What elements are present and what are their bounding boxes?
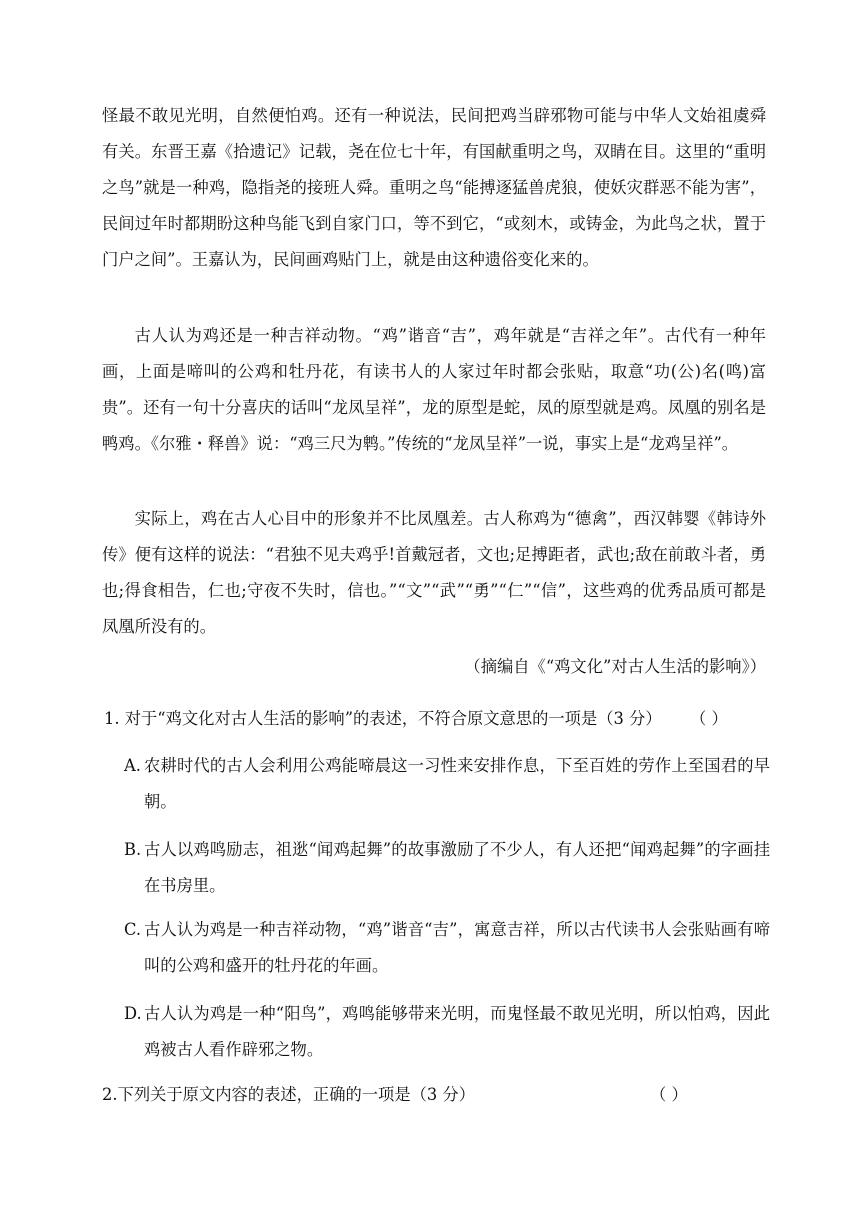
question-1-option-b (124, 832, 770, 904)
question-1-option-a (124, 748, 770, 820)
option-letter: B. (124, 840, 142, 859)
question-1-stem (104, 701, 770, 737)
passage-paragraph-3: 实际上，鸡在古人心目中的形象并不比凤凰差。古人称鸡为“德禽”，西汉韩婴《韩诗外传》便有这样的说法：“君独不见夫鸡乎!首戴冠者，文也;足搏距者，武也;敌在前敢斗者，勇也;得食相告，仁也;守夜不失时，信也。”“文”“武”“勇”“仁”“信”，这些鸡的优秀品质可都是凤凰所没有的。 (102, 509, 766, 636)
option-letter: C. (124, 920, 142, 939)
question-1-text: 1. 对于“鸡文化对古人生活的影响”的表述，不符合原文意思的一项是（3 分） (104, 709, 662, 728)
question-2-stem (102, 1077, 768, 1113)
passage-paragraph-1: 怪最不敢见光明，自然便怕鸡。还有一种说法，民间把鸡当辟邪物可能与中华人文始祖虞舜有关。东晋王嘉《拾遗记》记载，尧在位七十年，有国献重明之鸟，双睛在目。这里的“重明之鸟”就是一种鸡，隐指尧的接班人舜。重明之鸟“能搏逐猛兽虎狼，使妖灾群恶不能为害”，民间过年时都期盼这种鸟能飞到自家门口，等不到它，“或刻木，或铸金，为此鸟之状，置于门户之间”。王嘉认为，民间画鸡贴门上，就是由这种遗俗变化来的。 (102, 106, 766, 269)
option-text: 古人认为鸡是一种吉祥动物，“鸡”谐音“吉”，寓意吉祥，所以古代读书人会张贴画有啼叫的公鸡和盛开的牡丹花的年画。 (144, 920, 770, 975)
question-1-option-c (124, 912, 770, 984)
question-1-option-d (124, 996, 770, 1068)
question-2-answer-paren: （ ） (650, 1085, 688, 1104)
option-text: 古人以鸡鸣励志，祖逖“闻鸡起舞”的故事激励了不少人，有人还把“闻鸡起舞”的字画挂在书房里。 (144, 840, 770, 895)
passage-paragraph-2: 古人认为鸡还是一种吉祥动物。“鸡”谐音“吉”，鸡年就是“吉祥之年”。古代有一种年画，上面是啼叫的公鸡和牡丹花，有读书人的人家过年时都会张贴，取意“功(公)名(鸣)富贵”。还有一句十分喜庆的话叫“龙凤呈祥”，龙的原型是蛇，凤的原型就是鸡。凤凰的别名是鸭鸡。《尔雅・释兽》说：“鸡三尺为鹎。”传统的“龙凤呈祥”一说，事实上是“龙鸡呈祥”。 (102, 326, 766, 453)
option-letter: D. (124, 1004, 142, 1023)
question-2-text: 2.下列关于原文内容的表述，正确的一项是（3 分） (102, 1085, 475, 1104)
passage-source: （摘编自《“鸡文化”对古人生活的影响》） (464, 657, 766, 676)
option-letter: A. (124, 756, 141, 775)
question-1-answer-paren: （ ） (690, 709, 728, 728)
option-text: 农耕时代的古人会利用公鸡能啼晨这一习性来安排作息，下至百姓的劳作上至国君的早朝。 (144, 756, 770, 811)
option-text: 古人认为鸡是一种“阳鸟”，鸡鸣能够带来光明，而鬼怪最不敢见光明，所以怕鸡，因此鸡被古人看作辟邪之物。 (144, 1004, 770, 1059)
